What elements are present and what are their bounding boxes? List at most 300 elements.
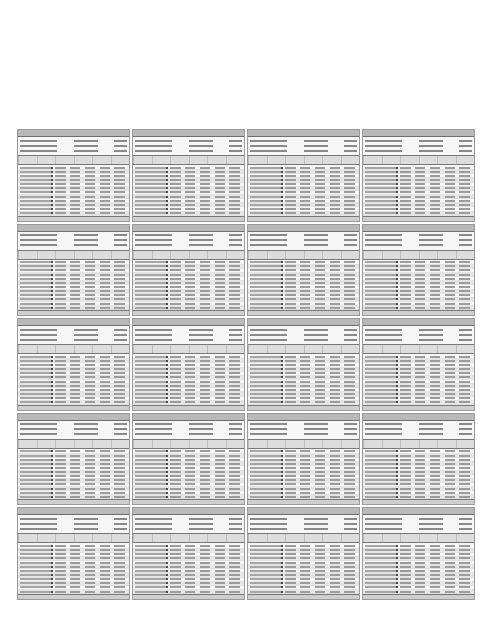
table-cell — [285, 286, 295, 288]
table-cell — [170, 455, 180, 457]
table-cell — [100, 591, 110, 593]
table-cell — [215, 307, 225, 309]
table-cell — [459, 196, 469, 198]
row-label — [365, 393, 396, 395]
column-header — [382, 345, 401, 353]
table-cell — [85, 200, 95, 202]
column-header — [382, 251, 401, 259]
summary-text — [20, 523, 57, 525]
table-cell — [344, 303, 354, 305]
row-label — [365, 397, 396, 399]
table-cell — [170, 578, 180, 580]
table-cell — [285, 496, 295, 498]
column-header — [248, 156, 267, 164]
column-header — [267, 534, 286, 542]
table-cell — [415, 360, 425, 362]
table-cell — [445, 269, 455, 271]
row-values — [51, 167, 129, 169]
table-cell — [330, 397, 340, 399]
table-cell — [285, 582, 295, 584]
table-cell — [229, 179, 239, 181]
table-cell — [85, 196, 95, 198]
row-values — [51, 290, 129, 292]
row-values — [166, 401, 244, 403]
table-cell — [415, 385, 425, 387]
row-label — [135, 467, 166, 469]
column-header-band — [363, 344, 474, 354]
table-cell — [215, 191, 225, 193]
table-cell — [459, 483, 469, 485]
row-label — [250, 566, 281, 568]
table-cell — [445, 570, 455, 572]
table-cell — [215, 294, 225, 296]
table-cell — [200, 389, 210, 391]
summary-text — [344, 523, 357, 525]
row-label — [20, 475, 51, 477]
row-label — [20, 389, 51, 391]
table-cell — [400, 483, 410, 485]
table-cell — [315, 450, 325, 452]
table-cell — [70, 290, 80, 292]
table-panel — [132, 129, 245, 222]
column-header — [400, 345, 419, 353]
panel-summary — [248, 137, 359, 155]
summary-text — [189, 234, 213, 236]
table-cell — [55, 397, 65, 399]
table-cell — [300, 459, 310, 461]
row-values — [51, 208, 129, 210]
table-cell — [445, 212, 455, 214]
table-cell — [85, 282, 95, 284]
table-cell — [415, 167, 425, 169]
row-label — [135, 200, 166, 202]
table-cell — [430, 175, 440, 177]
summary-text — [135, 334, 172, 336]
table-cell — [285, 459, 295, 461]
row-label — [250, 274, 281, 276]
table-cell — [85, 265, 95, 267]
table-panel — [247, 129, 360, 222]
column-header — [363, 251, 382, 259]
table-cell — [185, 204, 195, 206]
row-values — [281, 167, 359, 169]
column-header — [111, 251, 130, 259]
panel-title — [18, 319, 129, 326]
summary-text — [459, 518, 472, 520]
table-cell — [200, 483, 210, 485]
table-cell — [459, 167, 469, 169]
table-cell — [344, 175, 354, 177]
table-cell — [170, 479, 180, 481]
table-cell — [330, 372, 340, 374]
table-cell — [55, 171, 65, 173]
column-header — [400, 440, 419, 448]
table-cell — [100, 196, 110, 198]
table-cell — [229, 303, 239, 305]
row-label — [20, 578, 51, 580]
summary-text — [114, 244, 127, 246]
table-cell — [300, 562, 310, 564]
row-values — [396, 208, 474, 210]
column-header — [341, 156, 360, 164]
table-cell — [215, 557, 225, 559]
row-label — [250, 208, 281, 210]
row-values — [281, 290, 359, 292]
table-cell — [315, 562, 325, 564]
table-cell — [185, 570, 195, 572]
row-label — [365, 483, 396, 485]
table-cell — [215, 298, 225, 300]
table-cell — [229, 562, 239, 564]
row-label — [250, 488, 281, 490]
row-label — [20, 467, 51, 469]
total-row — [133, 405, 244, 410]
column-header — [248, 251, 267, 259]
row-label — [250, 286, 281, 288]
table-cell — [459, 191, 469, 193]
table-cell — [430, 401, 440, 403]
table-cell — [100, 364, 110, 366]
table-cell — [85, 397, 95, 399]
summary-text — [365, 518, 402, 520]
column-header — [285, 345, 304, 353]
table-cell — [200, 294, 210, 296]
table-cell — [344, 274, 354, 276]
table-cell — [185, 549, 195, 551]
table-cell — [170, 212, 180, 214]
table-cell — [114, 591, 124, 593]
row-label — [365, 578, 396, 580]
row-label — [135, 385, 166, 387]
summary-text — [365, 150, 402, 152]
table-cell — [459, 360, 469, 362]
table-cell — [315, 290, 325, 292]
table-cell — [55, 586, 65, 588]
column-header — [304, 251, 323, 259]
row-values — [51, 475, 129, 477]
table-cell — [430, 303, 440, 305]
table-cell — [185, 208, 195, 210]
panel-summary — [248, 421, 359, 439]
table-cell — [229, 368, 239, 370]
row-label — [365, 303, 396, 305]
summary-text — [114, 428, 127, 430]
table-cell — [285, 385, 295, 387]
table-cell — [330, 290, 340, 292]
column-header — [437, 345, 456, 353]
summary-text — [135, 239, 172, 241]
row-label — [135, 274, 166, 276]
row-label — [135, 368, 166, 370]
table-cell — [344, 167, 354, 169]
table-cell — [170, 545, 180, 547]
row-values — [166, 175, 244, 177]
table-cell — [415, 397, 425, 399]
table-cell — [85, 298, 95, 300]
table-cell — [285, 553, 295, 555]
table-cell — [215, 401, 225, 403]
row-label — [250, 265, 281, 267]
table-cell — [55, 488, 65, 490]
table-cell — [215, 175, 225, 177]
table-cell — [330, 167, 340, 169]
row-values — [51, 372, 129, 374]
row-values — [281, 278, 359, 280]
table-cell — [330, 179, 340, 181]
table-cell — [170, 171, 180, 173]
table-cell — [185, 265, 195, 267]
summary-text — [135, 518, 172, 520]
panel-title — [248, 130, 359, 137]
column-header — [92, 440, 111, 448]
table-cell — [415, 265, 425, 267]
table-cell — [200, 492, 210, 494]
row-values — [51, 368, 129, 370]
column-header — [37, 440, 56, 448]
table-cell — [400, 294, 410, 296]
row-values — [281, 368, 359, 370]
table-cell — [459, 356, 469, 358]
table-cell — [430, 298, 440, 300]
summary-text — [304, 423, 328, 425]
table-cell — [55, 566, 65, 568]
table-cell — [344, 372, 354, 374]
table-cell — [400, 274, 410, 276]
table-cell — [55, 492, 65, 494]
table-cell — [415, 171, 425, 173]
table-cell — [430, 179, 440, 181]
table-cell — [330, 191, 340, 193]
row-label — [250, 372, 281, 374]
table-cell — [170, 570, 180, 572]
table-cell — [415, 200, 425, 202]
table-cell — [459, 200, 469, 202]
table-cell — [100, 483, 110, 485]
table-cell — [170, 483, 180, 485]
table-cell — [85, 488, 95, 490]
table-cell — [85, 269, 95, 271]
table-cell — [330, 385, 340, 387]
row-values — [396, 282, 474, 284]
summary-text — [250, 140, 287, 142]
table-cell — [430, 389, 440, 391]
row-label — [365, 586, 396, 588]
summary-text — [250, 239, 287, 241]
table-cell — [285, 303, 295, 305]
table-cell — [215, 397, 225, 399]
table-cell — [344, 356, 354, 358]
row-label — [20, 574, 51, 576]
table-cell — [215, 368, 225, 370]
table-cell — [200, 183, 210, 185]
row-label — [135, 212, 166, 214]
summary-text — [114, 433, 127, 435]
row-label — [250, 549, 281, 551]
table-cell — [114, 381, 124, 383]
table-cell — [430, 496, 440, 498]
column-header — [285, 534, 304, 542]
table-cell — [344, 557, 354, 559]
summary-text — [114, 518, 127, 520]
summary-text — [20, 244, 57, 246]
row-values — [51, 389, 129, 391]
summary-text — [304, 523, 328, 525]
table-cell — [100, 265, 110, 267]
table-panel — [247, 507, 360, 600]
table-cell — [344, 570, 354, 572]
column-header — [152, 345, 171, 353]
table-cell — [285, 376, 295, 378]
table-cell — [315, 208, 325, 210]
table-cell — [100, 204, 110, 206]
table-cell — [430, 562, 440, 564]
table-cell — [415, 175, 425, 177]
row-label — [135, 307, 166, 309]
table-cell — [344, 459, 354, 461]
column-header — [170, 345, 189, 353]
table-cell — [215, 261, 225, 263]
row-values — [51, 566, 129, 568]
summary-text — [459, 523, 472, 525]
table-panel — [17, 129, 130, 222]
column-header — [207, 345, 226, 353]
table-cell — [85, 191, 95, 193]
row-label — [250, 261, 281, 263]
summary-text — [344, 433, 357, 435]
summary-text — [304, 234, 328, 236]
row-label — [135, 175, 166, 177]
table-cell — [330, 591, 340, 593]
row-values — [166, 385, 244, 387]
table-cell — [400, 167, 410, 169]
summary-text — [114, 234, 127, 236]
row-label — [365, 372, 396, 374]
table-cell — [415, 191, 425, 193]
table-cell — [114, 488, 124, 490]
table-cell — [344, 463, 354, 465]
table-cell — [114, 278, 124, 280]
row-values — [396, 582, 474, 584]
table-cell — [300, 450, 310, 452]
table-cell — [344, 381, 354, 383]
row-values — [166, 496, 244, 498]
summary-text — [189, 518, 213, 520]
table-cell — [85, 360, 95, 362]
table-cell — [215, 381, 225, 383]
table-cell — [285, 179, 295, 181]
row-values — [281, 549, 359, 551]
table-cell — [415, 475, 425, 477]
table-cell — [70, 282, 80, 284]
table-cell — [185, 385, 195, 387]
row-label — [20, 286, 51, 288]
table-cell — [229, 574, 239, 576]
row-values — [281, 381, 359, 383]
summary-text — [20, 334, 57, 336]
column-header — [74, 440, 93, 448]
row-label — [135, 208, 166, 210]
summary-text — [250, 518, 287, 520]
table-cell — [55, 389, 65, 391]
table-cell — [430, 393, 440, 395]
table-cell — [185, 278, 195, 280]
table-cell — [114, 385, 124, 387]
table-cell — [315, 368, 325, 370]
table-cell — [315, 381, 325, 383]
table-cell — [430, 459, 440, 461]
summary-text — [365, 239, 402, 241]
table-cell — [185, 187, 195, 189]
table-cell — [344, 586, 354, 588]
row-label — [365, 376, 396, 378]
row-values — [281, 492, 359, 494]
table-cell — [114, 196, 124, 198]
table-cell — [330, 570, 340, 572]
panel-summary — [133, 326, 244, 344]
table-cell — [185, 269, 195, 271]
row-values — [396, 549, 474, 551]
table-cell — [229, 356, 239, 358]
table-cell — [170, 200, 180, 202]
table-body — [248, 354, 359, 405]
table-cell — [445, 586, 455, 588]
column-header — [189, 156, 208, 164]
summary-text — [114, 329, 127, 331]
table-cell — [114, 286, 124, 288]
table-cell — [445, 471, 455, 473]
table-cell — [330, 282, 340, 284]
panel-title — [248, 414, 359, 421]
row-values — [281, 187, 359, 189]
row-values — [51, 483, 129, 485]
summary-text — [459, 334, 472, 336]
table-cell — [185, 381, 195, 383]
summary-text — [344, 518, 357, 520]
table-cell — [330, 298, 340, 300]
report-grid — [17, 129, 475, 600]
table-cell — [430, 549, 440, 551]
table-cell — [100, 455, 110, 457]
table-cell — [70, 582, 80, 584]
row-label — [250, 183, 281, 185]
table-cell — [344, 290, 354, 292]
table-cell — [445, 286, 455, 288]
table-cell — [400, 298, 410, 300]
table-cell — [330, 492, 340, 494]
summary-text — [189, 150, 213, 152]
table-cell — [344, 376, 354, 378]
table-cell — [285, 307, 295, 309]
table-cell — [185, 463, 195, 465]
table-cell — [430, 278, 440, 280]
table-cell — [85, 496, 95, 498]
table-cell — [229, 307, 239, 309]
column-header-band — [18, 533, 129, 543]
panel-summary — [248, 232, 359, 250]
row-values — [166, 393, 244, 395]
row-label — [135, 557, 166, 559]
row-label — [20, 179, 51, 181]
table-cell — [114, 356, 124, 358]
table-cell — [185, 397, 195, 399]
table-cell — [445, 282, 455, 284]
table-body — [18, 354, 129, 405]
table-cell — [100, 492, 110, 494]
table-cell — [70, 389, 80, 391]
table-cell — [415, 179, 425, 181]
row-values — [396, 278, 474, 280]
table-cell — [170, 574, 180, 576]
